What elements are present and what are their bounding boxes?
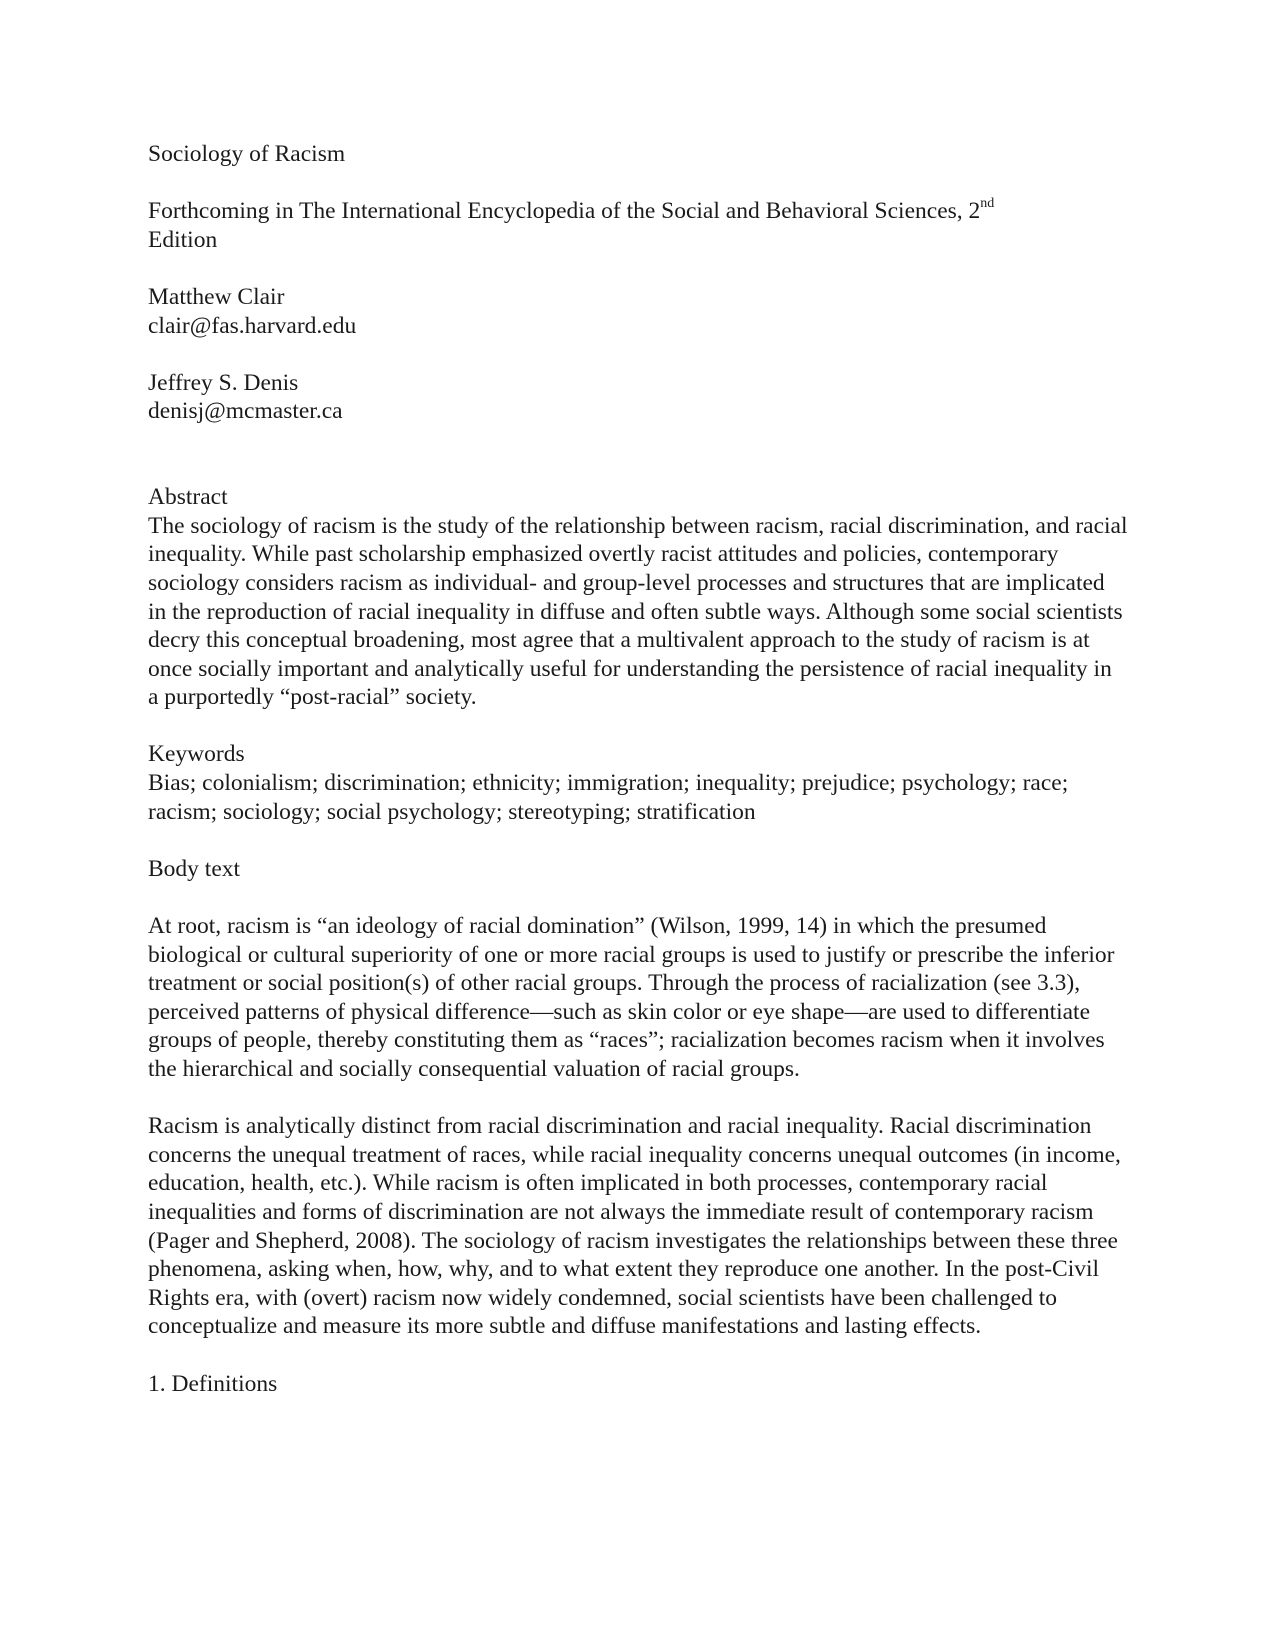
- body-paragraph: At root, racism is “an ideology of racial domination” (Wilson, 1999, 14) in which the presumed biological or cultural superiority of one or more racial groups is used to justify or prescribe the inferior treatment or social position(s) of other racial groups. Through the process of racialization (see 3.3), perceived patterns of physical difference—such as skin color or eye shape—are used to differentiate groups of people, thereby constituting them as “races”; racialization becomes racism when it involves the hierarchical and socially consequential valuation of racial groups.: [148, 913, 1115, 1082]
- author-name: Jeffrey S. Denis: [148, 369, 299, 396]
- keywords-text: Bias; colonialism; discrimination; ethnicity; immigration; inequality; prejudice; psychology; race; racism; sociology; social psychology; stereotyping; stratification: [148, 770, 1069, 825]
- abstract-heading: Abstract: [148, 484, 228, 511]
- body-heading: Body text: [148, 855, 241, 882]
- document-title: Sociology of Racism: [148, 141, 346, 167]
- author-block: [148, 369, 1128, 426]
- document-page: [148, 140, 1128, 1398]
- publication-note: [148, 197, 1128, 254]
- author-email: clair@fas.harvard.edu: [148, 312, 357, 339]
- author-name: Matthew Clair: [148, 283, 285, 310]
- body-paragraph: Racism is analytically distinct from racial discrimination and racial inequality. Racial discrimination concerns the unequal treatment of races, while racial inequality concerns unequal outcomes (in income, education, health, etc.). While racism is often implicated in both processes, contemporary racial inequalities and forms of discrimination are not always the immediate result of contemporary racism (Pager and Shepherd, 2008). The sociology of racism investigates the relationships between these three phenomena, asking when, how, why, and to what extent they reproduce one another. In the post-Civil Rights era, with (overt) racism now widely condemned, social scientists have been challenged to conceptualize and measure its more subtle and diffuse manifestations and lasting effects.: [148, 1113, 1121, 1340]
- publication-note-superscript: nd: [980, 196, 995, 212]
- publication-note-edition: Edition: [148, 226, 218, 253]
- author-block: [148, 283, 1128, 340]
- keywords-heading: Keywords: [148, 741, 245, 768]
- abstract-text: The sociology of racism is the study of the relationship between racism, racial discrimination, and racial inequality. While past scholarship emphasized overtly racist attitudes and policies, contemporary sociology considers racism as individual- and group-level processes and structures that are implicated in the reproduction of racial inequality in diffuse and often subtle ways. Although some social scientists decry this conceptual broadening, most agree that a multivalent approach to the study of racism is at once socially important and analytically useful for understanding the persistence of racial inequality in a purportedly “post-racial” society.: [148, 512, 1128, 711]
- publication-note-text: Forthcoming in The International Encyclopedia of the Social and Behavioral Sciences, 2: [148, 198, 981, 225]
- author-email: denisj@mcmaster.ca: [148, 398, 343, 425]
- section-heading: 1. Definitions: [148, 1370, 278, 1397]
